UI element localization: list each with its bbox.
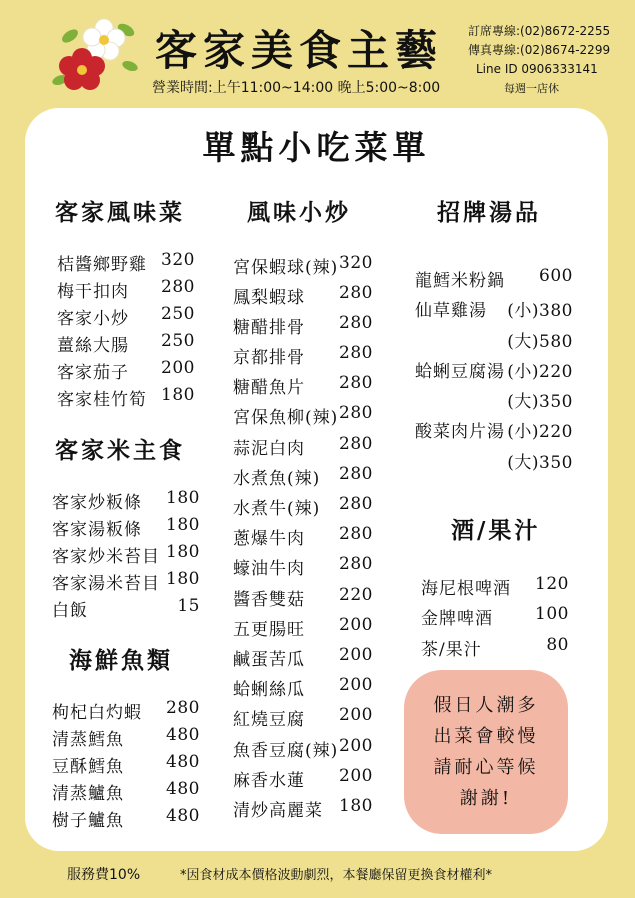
service-fee: 服務費10% bbox=[67, 867, 141, 883]
menu-item-price: 480 bbox=[166, 779, 200, 799]
menu-item-name: 客家湯粄條 bbox=[52, 520, 142, 540]
menu-item-name: 魚香豆腐(辣) bbox=[233, 741, 339, 761]
menu-item-name: 糖醋排骨 bbox=[233, 318, 305, 338]
menu-item-name: 白飯 bbox=[52, 601, 88, 621]
menu-title: 單點小吃菜單 bbox=[202, 128, 431, 167]
menu-item-price: 280 bbox=[339, 434, 373, 454]
menu-item-price: 180 bbox=[166, 488, 200, 508]
menu-item-price: 280 bbox=[339, 343, 373, 363]
menu-item-name: 蒜泥白肉 bbox=[233, 439, 305, 459]
ingredient-disclaimer: *因食材成本價格波動劇烈，本餐廳保留更換食材權利* bbox=[180, 868, 493, 883]
order-phone: 訂席專線:(02)8672-2255 bbox=[468, 24, 611, 38]
notice-line: 謝謝! bbox=[459, 788, 513, 809]
section-title-seafood: 海鮮魚類 bbox=[69, 647, 173, 674]
busy-notice bbox=[404, 670, 568, 834]
menu-item-price: 80 bbox=[546, 635, 569, 655]
menu-item-name: 梅干扣肉 bbox=[57, 282, 129, 302]
section-title-stir-fry: 風味小炒 bbox=[247, 199, 351, 226]
menu-item-price: 200 bbox=[339, 675, 373, 695]
menu-item-name: 客家湯米苔目 bbox=[52, 574, 160, 594]
menu-item-price: 480 bbox=[166, 806, 200, 826]
menu-item-name: 水煮魚(辣) bbox=[233, 469, 321, 489]
menu-item-name: 水煮牛(辣) bbox=[233, 499, 321, 519]
menu-item-name: 醬香雙菇 bbox=[233, 590, 305, 610]
menu-item-name: 客家桂竹筍 bbox=[57, 390, 147, 410]
menu-item-name: 鳳梨蝦球 bbox=[233, 288, 305, 308]
menu-item-name: 豆酥鱈魚 bbox=[52, 757, 124, 777]
fax-number: 傳真專線:(02)8674-2299 bbox=[468, 43, 611, 57]
menu-item-price: 200 bbox=[339, 615, 373, 635]
section-title-hakka-rice: 客家米主食 bbox=[55, 437, 185, 464]
menu-item-price: 180 bbox=[339, 796, 373, 816]
menu-item-name: 龍鱈米粉鍋 bbox=[415, 271, 505, 291]
menu-item-price: 280 bbox=[339, 373, 373, 393]
menu-item-name: 仙草雞湯 bbox=[415, 301, 487, 321]
menu-item-price: 180 bbox=[166, 569, 200, 589]
menu-item-price: 280 bbox=[166, 698, 200, 718]
restaurant-title: 客家美食主藝 bbox=[155, 26, 444, 75]
menu-item-price: 280 bbox=[339, 554, 373, 574]
menu-item-name: 客家茄子 bbox=[57, 363, 129, 383]
menu-item-price: 220 bbox=[339, 585, 373, 605]
menu-item-price: (小)220 bbox=[507, 362, 573, 382]
menu-item-price: 180 bbox=[166, 515, 200, 535]
menu-item-price: 280 bbox=[339, 494, 373, 514]
menu-item-name: 客家小炒 bbox=[57, 309, 129, 329]
menu-item-price: 200 bbox=[161, 358, 195, 378]
menu-item-name: 金牌啤酒 bbox=[421, 609, 493, 629]
menu-item-price: 200 bbox=[339, 766, 373, 786]
menu-item-price: (小)220 bbox=[507, 422, 573, 442]
menu-item-name: 海尼根啤酒 bbox=[421, 579, 511, 599]
menu-item-name: 薑絲大腸 bbox=[57, 336, 129, 356]
menu-item-name: 宮保蝦球(辣) bbox=[233, 258, 339, 278]
menu-item-price: 200 bbox=[339, 645, 373, 665]
notice-line: 出菜會較慢 bbox=[433, 726, 539, 747]
menu-item-price: 280 bbox=[339, 403, 373, 423]
menu-item-name: 客家炒粄條 bbox=[52, 493, 142, 513]
menu-item-price: (大)350 bbox=[507, 392, 573, 412]
menu-item-price: 280 bbox=[161, 277, 195, 297]
menu-item-price: 480 bbox=[166, 752, 200, 772]
menu-item-name: 京都排骨 bbox=[233, 348, 305, 368]
business-hours: 營業時間:上午11:00~14:00 晚上5:00~8:00 bbox=[152, 80, 441, 96]
menu-item-price: 280 bbox=[339, 524, 373, 544]
menu-item-name: 清蒸鱸魚 bbox=[52, 784, 124, 804]
section-title-hakka-flavor: 客家風味菜 bbox=[55, 199, 185, 226]
menu-item-name: 清炒高麗菜 bbox=[233, 801, 323, 821]
camellia-flower-icon bbox=[52, 14, 142, 92]
contact-info bbox=[468, 22, 628, 98]
menu-item-price: 200 bbox=[339, 705, 373, 725]
menu-item-name: 紅燒豆腐 bbox=[233, 710, 305, 730]
menu-item-price: 120 bbox=[535, 574, 569, 594]
menu-item-price: 15 bbox=[177, 596, 200, 616]
menu-item-price: 250 bbox=[161, 331, 195, 351]
menu-item-name: 鹹蛋苦瓜 bbox=[233, 650, 305, 670]
section-title-drinks: 酒/果汁 bbox=[451, 517, 541, 544]
menu-item-price: 280 bbox=[339, 313, 373, 333]
menu-item-price: 320 bbox=[339, 253, 373, 273]
menu-item-price: (大)580 bbox=[507, 332, 573, 352]
menu-item-price: 480 bbox=[166, 725, 200, 745]
menu-item-name: 茶/果汁 bbox=[421, 640, 482, 660]
closed-day: 每週一店休 bbox=[504, 82, 559, 95]
menu-item-price: (小)380 bbox=[507, 301, 573, 321]
menu-item-name: 宮保魚柳(辣) bbox=[233, 408, 339, 428]
menu-item-price: 100 bbox=[535, 604, 569, 624]
menu-item-name: 五更腸旺 bbox=[233, 620, 305, 640]
menu-item-name: 蔥爆牛肉 bbox=[233, 529, 305, 549]
menu-item-price: 180 bbox=[161, 385, 195, 405]
notice-line: 假日人潮多 bbox=[433, 695, 539, 716]
section-title-soups: 招牌湯品 bbox=[437, 199, 541, 226]
menu-item-price: (大)350 bbox=[507, 453, 573, 473]
menu-item-price: 250 bbox=[161, 304, 195, 324]
line-id: Line ID 0906333141 bbox=[476, 62, 598, 76]
menu-item-name: 糖醋魚片 bbox=[233, 378, 305, 398]
menu-item-name: 桔醬鄉野雞 bbox=[57, 255, 147, 275]
menu-item-name: 麻香水蓮 bbox=[233, 771, 305, 791]
menu-item-name: 蠔油牛肉 bbox=[233, 559, 305, 579]
menu-item-name: 蛤蜊絲瓜 bbox=[233, 680, 305, 700]
menu-item-name: 客家炒米苔目 bbox=[52, 547, 160, 567]
menu-item-price: 320 bbox=[161, 250, 195, 270]
menu-item-price: 280 bbox=[339, 464, 373, 484]
menu-item-price: 600 bbox=[539, 266, 573, 286]
menu-item-price: 180 bbox=[166, 542, 200, 562]
menu-item-price: 200 bbox=[339, 736, 373, 756]
menu-item-price: 280 bbox=[339, 283, 373, 303]
menu-item-name: 酸菜肉片湯 bbox=[415, 422, 505, 442]
menu-item-name: 樹子鱸魚 bbox=[52, 811, 124, 831]
menu-item-name: 枸杞白灼蝦 bbox=[52, 703, 142, 723]
menu-item-name: 清蒸鱈魚 bbox=[52, 730, 124, 750]
notice-line: 請耐心等候 bbox=[433, 757, 539, 778]
menu-item-name: 蛤蜊豆腐湯 bbox=[415, 362, 505, 382]
